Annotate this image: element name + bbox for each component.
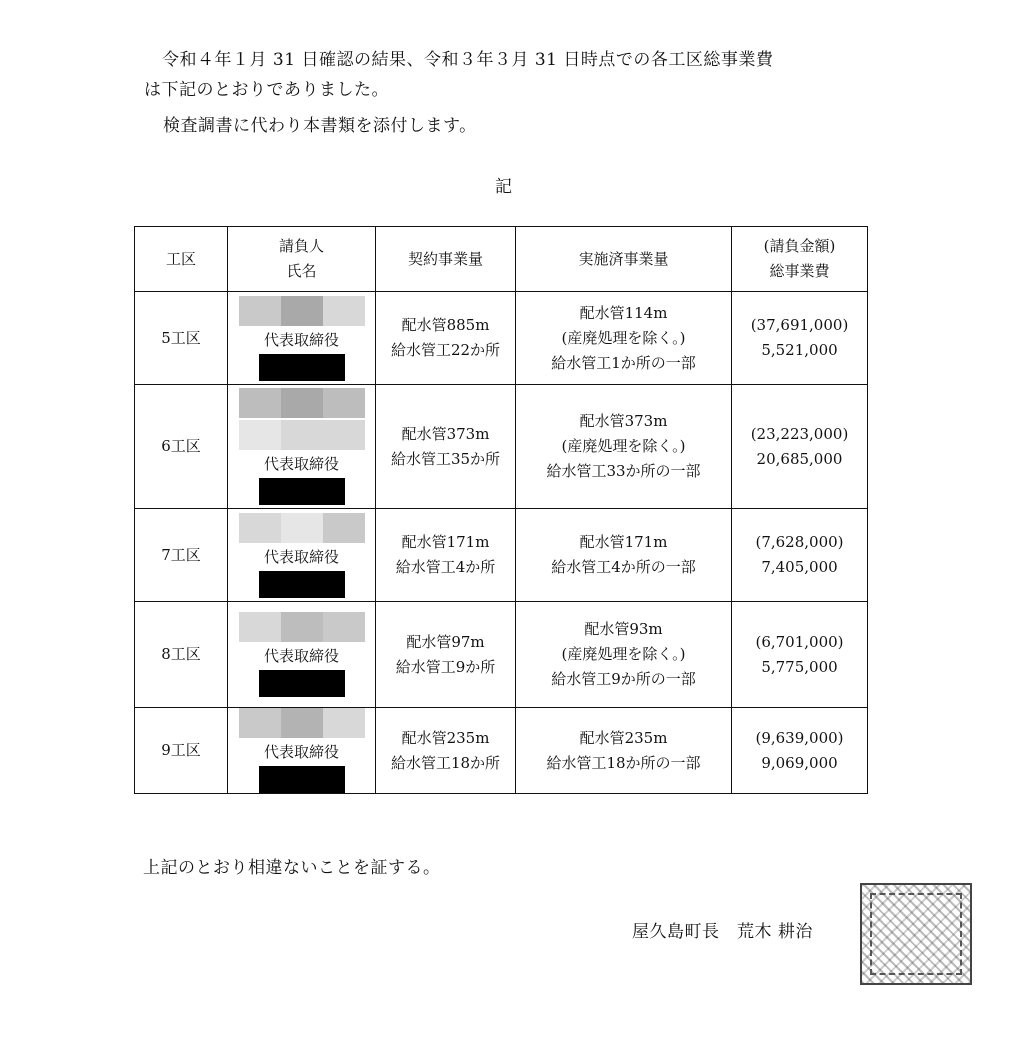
total-cost: 7,405,000 bbox=[761, 558, 838, 576]
contract-qty-line: 給水管工18か所 bbox=[390, 753, 501, 772]
redacted-person-name bbox=[259, 670, 345, 697]
header-amount-line1: (請負金額) bbox=[763, 237, 836, 255]
amount-cell bbox=[732, 509, 868, 602]
contract-amount: (6,701,000) bbox=[755, 632, 844, 651]
total-cost: 5,521,000 bbox=[761, 341, 838, 359]
contract-qty-line: 給水管工9か所 bbox=[395, 657, 496, 676]
redacted-person-name bbox=[259, 571, 345, 598]
header-amount-line2: 総事業費 bbox=[769, 262, 830, 280]
redacted-company-name bbox=[239, 513, 365, 543]
section-cell: 7工区 bbox=[135, 509, 228, 602]
contract-qty-cell bbox=[376, 509, 516, 602]
done-qty-line: 配水管373m bbox=[579, 412, 668, 430]
contract-amount: (37,691,000) bbox=[750, 316, 849, 334]
table-row bbox=[135, 292, 868, 385]
contract-qty-line: 配水管373m bbox=[401, 424, 490, 443]
done-qty-cell bbox=[516, 509, 732, 602]
amount-cell bbox=[732, 385, 868, 509]
done-qty-line: 給水管工33か所の一部 bbox=[546, 462, 701, 480]
official-seal-stamp bbox=[860, 883, 972, 985]
redacted-company-name bbox=[239, 612, 365, 642]
contractor-cell bbox=[228, 708, 376, 794]
done-qty-cell bbox=[516, 708, 732, 794]
contract-qty-cell bbox=[376, 385, 516, 509]
contract-qty-line: 給水管工4か所 bbox=[395, 558, 496, 576]
header-contractor bbox=[228, 227, 376, 292]
header-contractor-line1: 請負人 bbox=[278, 237, 324, 255]
table-row bbox=[135, 708, 868, 794]
intro-line-3: 検査調書に代わり本書類を添付します。 bbox=[163, 116, 477, 136]
redacted-company-name bbox=[239, 708, 365, 738]
redacted-company-name bbox=[239, 388, 365, 418]
table-row bbox=[135, 385, 868, 509]
contract-qty-cell bbox=[376, 292, 516, 385]
contract-qty-line: 配水管885m bbox=[401, 316, 490, 334]
done-qty-line: (産廃処理を除く。) bbox=[561, 328, 686, 347]
contractor-cell bbox=[228, 385, 376, 509]
contract-amount: (7,628,000) bbox=[755, 533, 844, 551]
contract-qty-line: 給水管工35か所 bbox=[390, 449, 501, 468]
mayor-signature: 屋久島町長 荒木 耕治 bbox=[632, 922, 813, 942]
total-cost: 9,069,000 bbox=[761, 753, 838, 772]
done-qty-line: (産廃処理を除く。) bbox=[561, 437, 686, 455]
contract-qty-line: 配水管171m bbox=[401, 533, 490, 551]
redacted-company-name bbox=[239, 296, 365, 326]
header-amount bbox=[732, 227, 868, 292]
contractor-role: 代表取締役 bbox=[263, 330, 339, 349]
amount-cell bbox=[732, 708, 868, 794]
redacted-person-name bbox=[259, 766, 345, 793]
header-contract-qty: 契約事業量 bbox=[376, 227, 516, 292]
contractor-cell bbox=[228, 292, 376, 385]
contractor-role: 代表取締役 bbox=[263, 647, 339, 665]
header-done-qty: 実施済事業量 bbox=[516, 227, 732, 292]
done-qty-cell bbox=[516, 385, 732, 509]
contract-amount: (23,223,000) bbox=[750, 424, 849, 443]
done-qty-line: 配水管171m bbox=[579, 533, 668, 551]
header-section: 工区 bbox=[135, 227, 228, 292]
section-cell: 5工区 bbox=[135, 292, 228, 385]
amount-cell bbox=[732, 292, 868, 385]
done-qty-line: 配水管114m bbox=[579, 303, 668, 322]
contract-qty-cell bbox=[376, 708, 516, 794]
contract-qty-line: 配水管235m bbox=[401, 728, 490, 747]
total-cost: 20,685,000 bbox=[756, 449, 843, 468]
done-qty-cell bbox=[516, 602, 732, 708]
contract-qty-line: 給水管工22か所 bbox=[390, 341, 501, 359]
done-qty-line: (産廃処理を除く。) bbox=[561, 645, 686, 663]
intro-line-1: 令和４年１月 31 日確認の結果、令和３年３月 31 日時点での各工区総事業費 bbox=[162, 50, 774, 70]
done-qty-line: 給水管工4か所の一部 bbox=[551, 558, 696, 576]
done-qty-line: 給水管工18か所の一部 bbox=[546, 753, 701, 772]
contractor-role: 代表取締役 bbox=[263, 547, 339, 566]
section-cell: 8工区 bbox=[135, 602, 228, 708]
section-cell: 9工区 bbox=[135, 708, 228, 794]
done-qty-cell bbox=[516, 292, 732, 385]
contractor-cell bbox=[228, 602, 376, 708]
section-cell: 6工区 bbox=[135, 385, 228, 509]
contract-qty-cell bbox=[376, 602, 516, 708]
heading-ki: 記 bbox=[495, 177, 513, 197]
contract-amount: (9,639,000) bbox=[755, 728, 844, 747]
done-qty-line: 給水管工9か所の一部 bbox=[551, 670, 696, 688]
header-contractor-line2: 氏名 bbox=[286, 262, 317, 280]
contract-qty-line: 配水管97m bbox=[406, 632, 485, 651]
table-header-row bbox=[135, 227, 868, 292]
total-cost: 5,775,000 bbox=[761, 657, 838, 676]
contractor-cell bbox=[228, 509, 376, 602]
contractor-role: 代表取締役 bbox=[263, 743, 339, 761]
contractor-role: 代表取締役 bbox=[263, 455, 339, 473]
redacted-person-name bbox=[259, 478, 345, 505]
redacted-person-name bbox=[259, 354, 345, 381]
intro-line-2: は下記のとおりでありました。 bbox=[144, 80, 389, 100]
table-row bbox=[135, 602, 868, 708]
table-row bbox=[135, 509, 868, 602]
redacted-company-name bbox=[239, 420, 365, 450]
project-cost-table bbox=[134, 226, 868, 794]
certification-text: 上記のとおり相違ないことを証する。 bbox=[143, 858, 441, 878]
amount-cell bbox=[732, 602, 868, 708]
done-qty-line: 配水管93m bbox=[584, 620, 663, 638]
done-qty-line: 配水管235m bbox=[579, 728, 668, 747]
done-qty-line: 給水管工1か所の一部 bbox=[551, 353, 696, 372]
